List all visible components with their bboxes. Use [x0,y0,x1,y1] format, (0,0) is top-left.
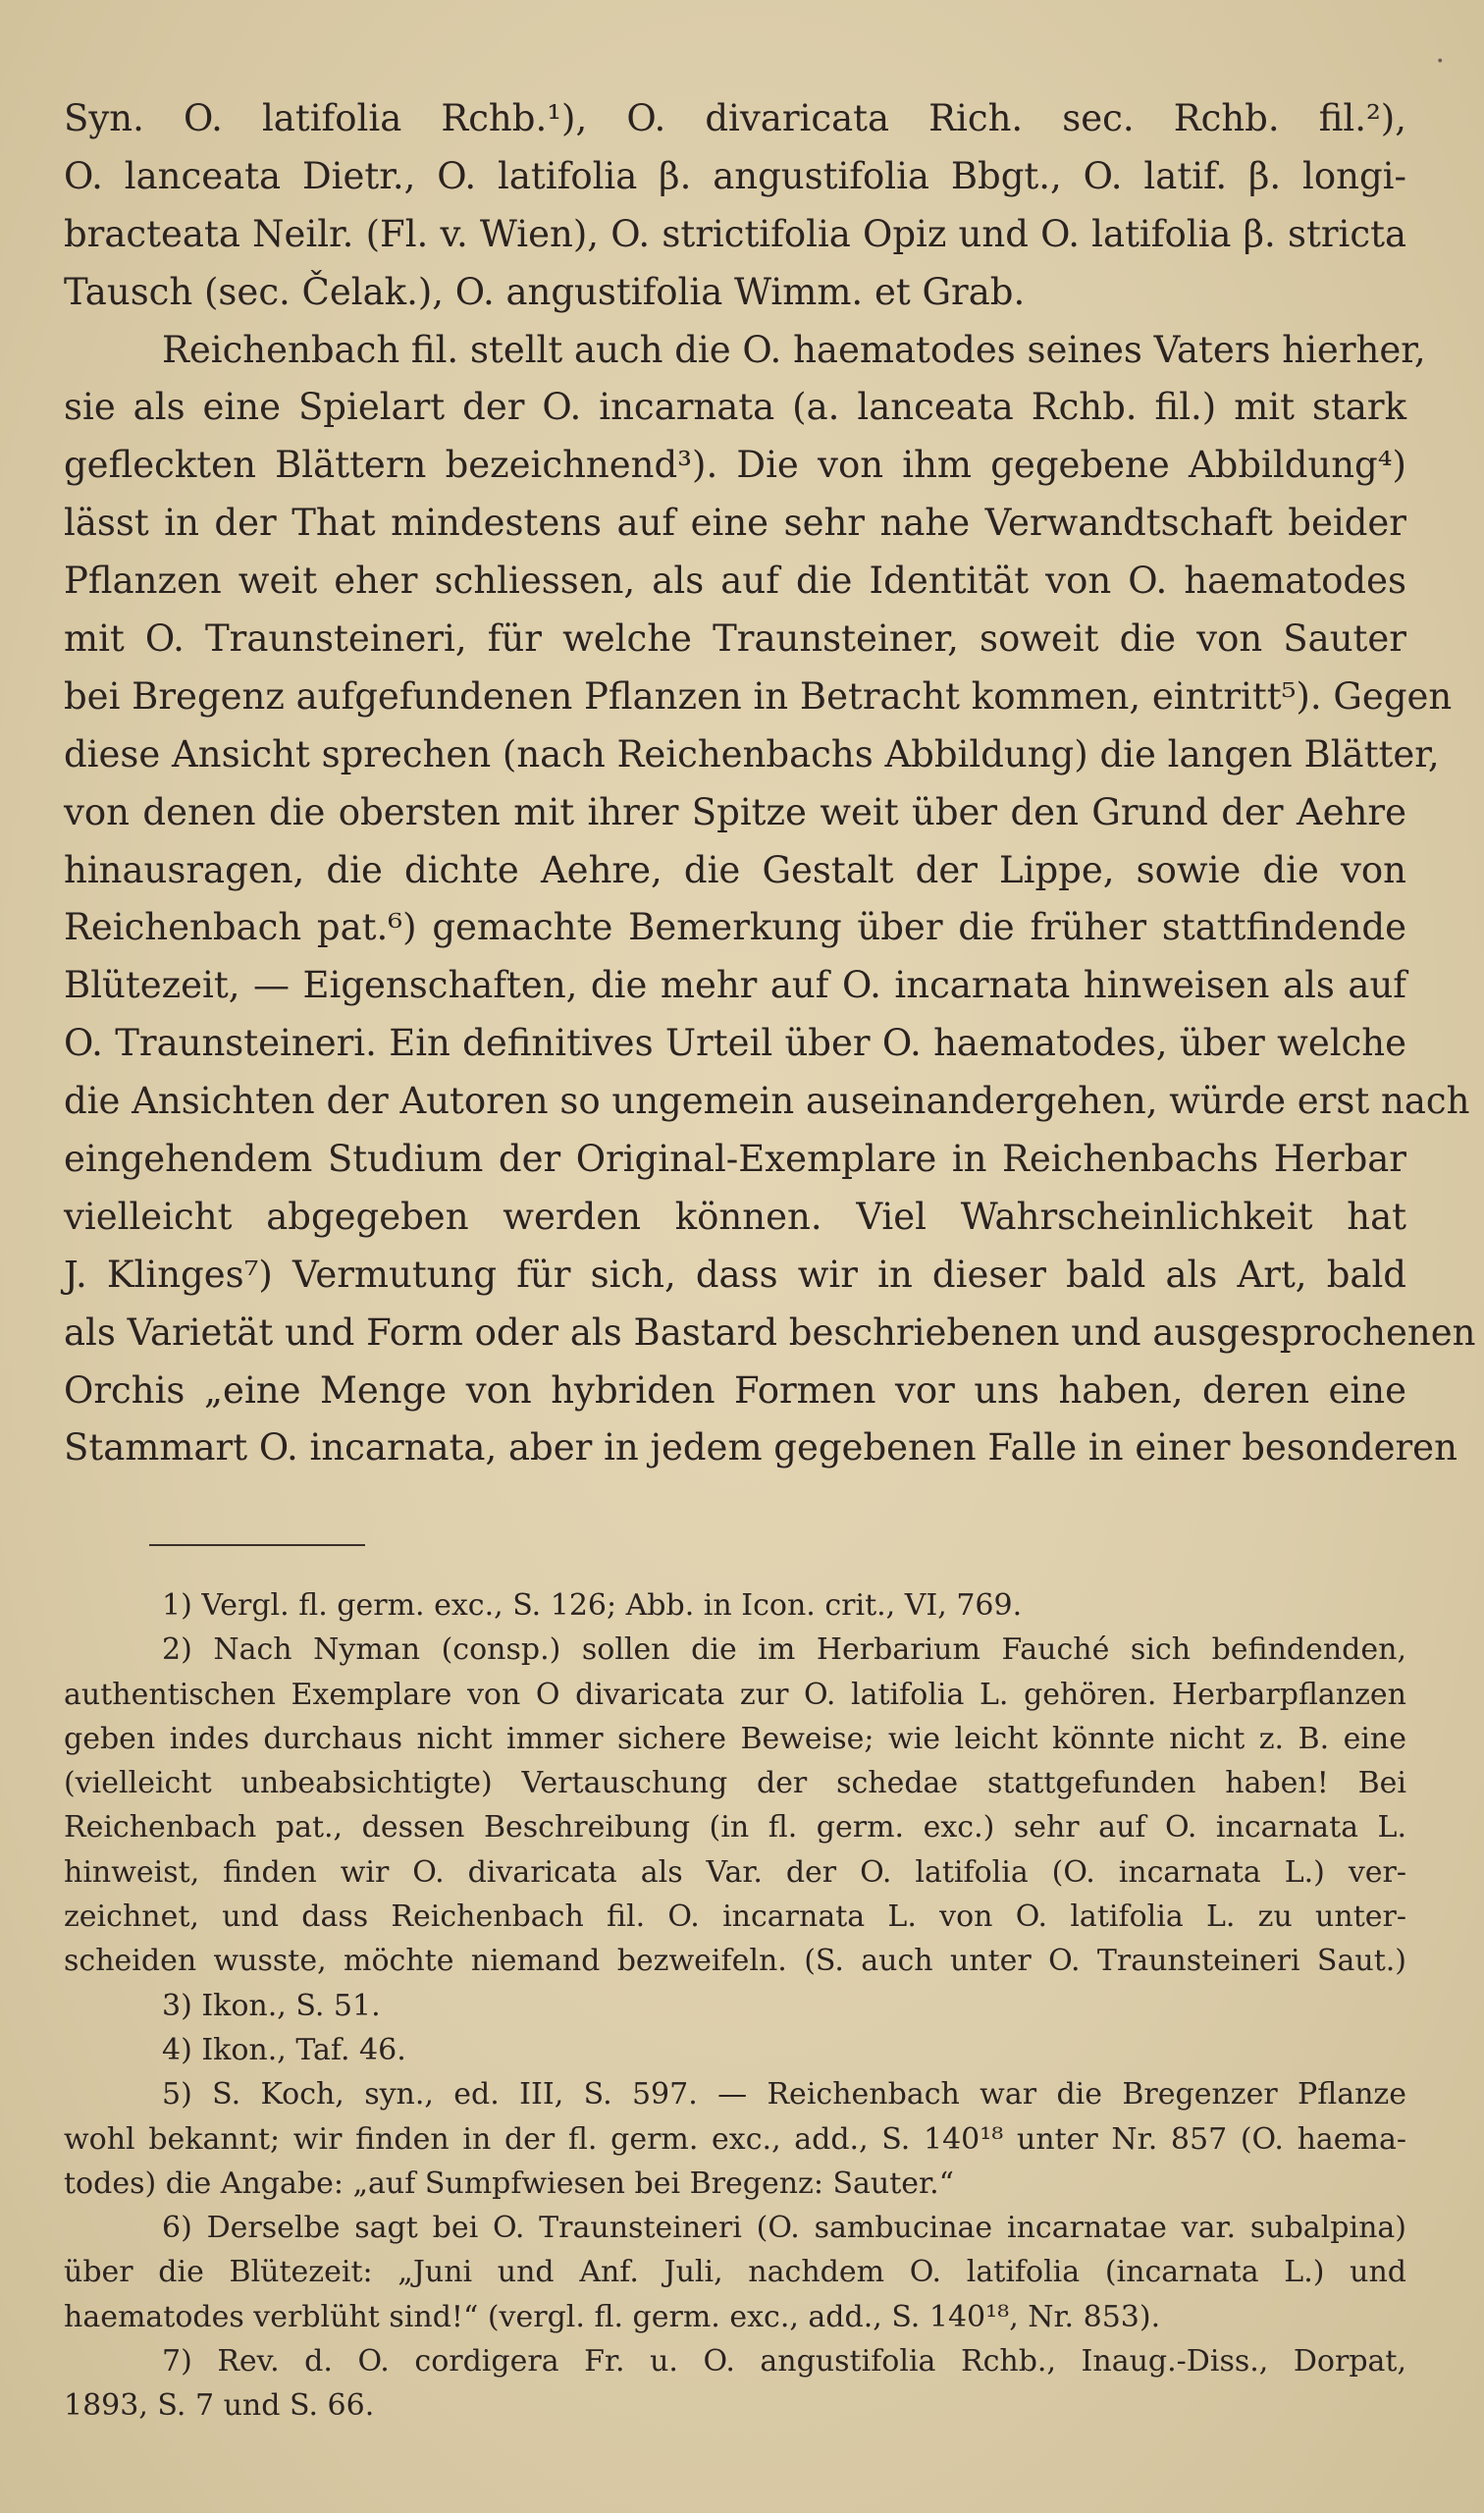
text-line: hinausragen, die dichte Aehre, die Gestalt der Lippe, sowie die von [64,848,1406,891]
footnote-line: 5) S. Koch, syn., ed. III, S. 597. — Reichenbach war die Bregenzer Pflanze [162,2077,1406,2112]
footnote-line: (vielleicht unbeabsichtigte) Vertauschung der schedae stattgefunden haben! Bei [64,1766,1406,1801]
footnote-line: hinweist, finden wir O. divaricata als Var. der O. latifolia (O. incarnata L.) ver- [64,1854,1406,1890]
text-line: bracteata Neilr. (Fl. v. Wien), O. strictifolia Opiz und O. latifolia β. stricta [64,212,1406,255]
text-line: Reichenbach pat.⁶) gemachte Bemerkung über die früher stattfindende [64,906,1406,949]
text-line: O. lanceata Dietr., O. latifolia β. angustifolia Bbgt., O. latif. β. longi- [64,154,1406,197]
text-line: O. Traunsteineri. Ein definitives Urteil über O. haematodes, über welche [64,1022,1406,1065]
text-line: bei Bregenz aufgefundenen Pflanzen in Betracht kommen, eintritt⁵). Gegen [64,674,1453,718]
text-line: Blütezeit, — Eigenschaften, die mehr auf O. incarnata hinweisen als auf [64,964,1406,1007]
text-line: die Ansichten der Autoren so ungemein auseinandergehen, würde erst nach [64,1080,1470,1123]
footnote-line: 3) Ikon., S. 51. [162,1988,381,2023]
footnote-line: 1) Vergl. fl. germ. exc., S. 126; Abb. in Icon. crit., VI, 769. [162,1588,1023,1623]
text-line: Syn. O. latifolia Rchb.¹), O. divaricata Rich. sec. Rchb. fil.²), [64,97,1406,139]
footnote-line: 1893, S. 7 und S. 66. [64,2388,375,2424]
text-line: Tausch (sec. Čelak.), O. angustifolia Wimm. et Grab. [64,270,1026,313]
footnote-line: Reichenbach pat., dessen Beschreibung (in fl. germ. exc.) sehr auf O. incarnata L. [64,1810,1406,1845]
text-line: als Varietät und Form oder als Bastard beschriebenen und ausgesprochenen [64,1310,1476,1354]
footnote-line: 7) Rev. d. O. cordigera Fr. u. O. angustifolia Rchb., Inaug.-Diss., Dorpat, [162,2344,1406,2379]
text-line: gefleckten Blättern bezeichnend³). Die von ihm gegebene Abbildung⁴) [64,444,1406,487]
footnote-line: 4) Ikon., Taf. 46. [162,2032,406,2067]
footnote-line: wohl bekannt; wir finden in der fl. germ. exc., add., S. 140¹⁸ unter Nr. 857 (O. haema- [64,2121,1406,2157]
footnote-line: 6) Derselbe sagt bei O. Traunsteineri (O. sambucinae incarnatae var. subalpina) [162,2211,1406,2246]
footnotes [64,1583,1406,2429]
text-line: sie als eine Spielart der O. incarnata (a. lanceata Rchb. fil.) mit stark [64,386,1406,429]
footnote-line: über die Blütezeit: „Juni und Anf. Juli, nachdem O. latifolia (incarnata L.) und [64,2255,1406,2290]
footnote-line: geben indes durchaus nicht immer sichere Beweise; wie leicht könnte nicht z. B. eine [64,1721,1406,1756]
text-line: Reichenbach fil. stellt auch die O. haematodes seines Vaters hierher, [162,328,1426,371]
footnote-line: haematodes verblüht sind!“ (vergl. fl. germ. exc., add., S. 140¹⁸, Nr. 853). [64,2299,1161,2334]
footnote-line: zeichnet, und dass Reichenbach fil. O. incarnata L. von O. latifolia L. zu unter- [64,1899,1406,1935]
main-text [64,90,1476,1477]
text-line: vielleicht abgegeben werden können. Viel Wahrscheinlichkeit hat [64,1195,1406,1238]
text-line: Orchis „eine Menge von hybriden Formen vor uns haben, deren eine [64,1368,1406,1412]
text-line: lässt in der That mindestens auf eine sehr nahe Verwandtschaft beider [64,502,1406,545]
text-line: von denen die obersten mit ihrer Spitze weit über den Grund der Aehre [64,790,1406,833]
footnote-line: scheiden wusste, möchte niemand bezweifeln. (S. auch unter O. Traunsteineri Saut.) [64,1944,1406,1979]
text-line: Pflanzen weit eher schliessen, als auf die Identität von O. haematodes [64,560,1406,603]
footnote-line: authentischen Exemplare von O divaricata zur O. latifolia L. gehören. Herbarpflanzen [64,1677,1406,1712]
page-corner-mark: · [1435,44,1445,79]
footnote-line: todes) die Angabe: „auf Sumpfwiesen bei Bregenz: Sauter.“ [64,2165,954,2201]
text-line: mit O. Traunsteineri, für welche Traunsteiner, soweit die von Sauter [64,617,1406,661]
footnote-line: 2) Nach Nyman (consp.) sollen die im Herbarium Fauché sich befindenden, [162,1632,1406,1668]
text-line: eingehendem Studium der Original-Exemplare in Reichenbachs Herbar [64,1138,1406,1181]
text-line: J. Klinges⁷) Vermutung für sich, dass wir in dieser bald als Art, bald [64,1253,1406,1296]
text-line: diese Ansicht sprechen (nach Reichenbachs Abbildung) die langen Blätter, [64,732,1440,775]
footnote-divider [149,1544,365,1546]
text-line: Stammart O. incarnata, aber in jedem gegebenen Falle in einer besonderen [64,1426,1458,1470]
